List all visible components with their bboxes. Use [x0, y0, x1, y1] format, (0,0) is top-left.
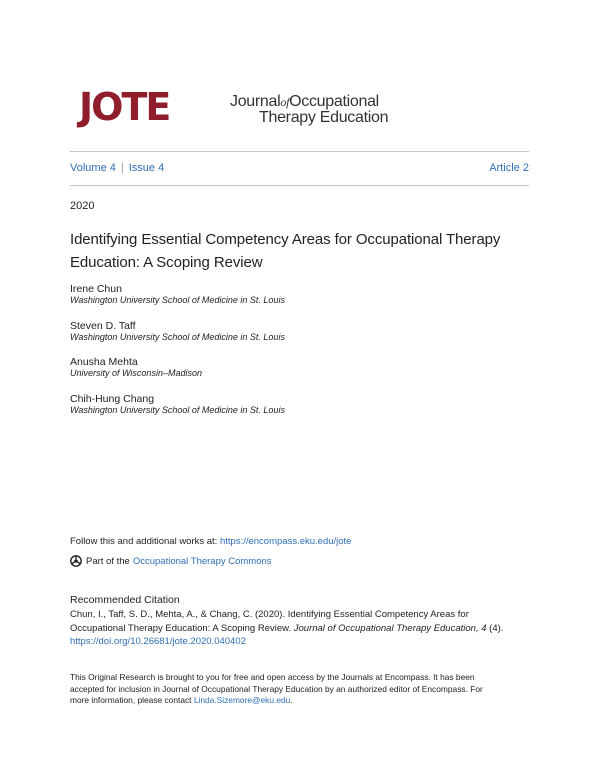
citation-line2-end: (4). — [486, 622, 504, 634]
notice-line3-end: . — [290, 695, 293, 705]
repository-link[interactable]: https://encompass.eku.edu/jote — [219, 536, 352, 547]
follow-line — [70, 536, 351, 547]
contact-email-link[interactable]: Linda.Sizemore@eku.edu — [193, 695, 291, 705]
author-affiliation: Washington University School of Medicine in St. Louis — [70, 332, 285, 342]
volume-link[interactable]: Volume 4 — [70, 162, 116, 174]
author-affiliation: Washington University School of Medicine in St. Louis — [70, 295, 285, 305]
bottom-divider — [70, 185, 529, 186]
journal-wordmark-line2: Therapy Education — [259, 109, 389, 126]
doi-link[interactable]: https://doi.org/10.26681/jote.2020.040402 — [70, 636, 246, 647]
author-block — [70, 283, 285, 305]
follow-text: Follow this and additional works at: — [70, 536, 220, 547]
part-of-text: Part of the — [86, 555, 130, 567]
commons-link[interactable]: Occupational Therapy Commons — [132, 555, 272, 567]
article-title — [70, 228, 540, 274]
citation-line1: Chun, I., Taff, S. D., Mehta, A., & Chang, C. (2020). Identifying Essential Competency Areas for — [70, 609, 469, 620]
author-block — [70, 320, 285, 342]
notice-line2: accepted for inclusion in Journal of Occupational Therapy Education by an authorized editor of Encompass. For — [70, 683, 483, 694]
citation-heading: Recommended Citation — [70, 594, 180, 606]
top-divider — [70, 151, 529, 152]
publication-year: 2020 — [70, 200, 95, 212]
citation-line2 — [70, 622, 530, 636]
author-affiliation: Washington University School of Medicine in St. Louis — [70, 405, 285, 415]
part-of-line — [70, 555, 272, 567]
notice-line3 — [70, 695, 532, 707]
author-block — [70, 393, 285, 415]
jote-logo: JOTE — [79, 85, 170, 129]
network-icon — [70, 555, 82, 567]
author-name: Chih-Hung Chang — [70, 393, 155, 405]
journal-wordmark-occupational: Occupational — [289, 93, 379, 110]
access-notice — [70, 672, 532, 707]
issue-link[interactable]: Issue 4 — [128, 162, 165, 174]
issue-row — [70, 162, 529, 176]
journal-wordmark-journal: Journal — [230, 93, 281, 110]
issue-separator: | — [120, 162, 124, 174]
citation-body — [70, 608, 530, 649]
notice-line1: This Original Research is brought to you for free and open access by the Journals at Encompass. It has been — [70, 672, 475, 682]
journal-wordmark — [230, 94, 388, 126]
journal-wordmark-of: of — [280, 95, 290, 109]
article-title-line1: Identifying Essential Competency Areas for Occupational Therapy — [70, 231, 501, 248]
author-block — [70, 356, 202, 378]
article-link[interactable]: Article 2 — [489, 162, 529, 174]
author-affiliation: University of Wisconsin–Madison — [70, 368, 202, 378]
author-name: Irene Chun — [70, 283, 122, 295]
article-title-line2: Education: A Scoping Review — [70, 254, 263, 271]
notice-line3-text: more information, please contact — [70, 695, 194, 705]
author-name: Anusha Mehta — [70, 356, 138, 368]
citation-journal: Journal of Occupational Therapy Education, 4 — [293, 622, 487, 634]
citation-line2-text: Occupational Therapy Education: A Scoping Review. — [70, 622, 294, 634]
author-name: Steven D. Taff — [70, 320, 136, 332]
